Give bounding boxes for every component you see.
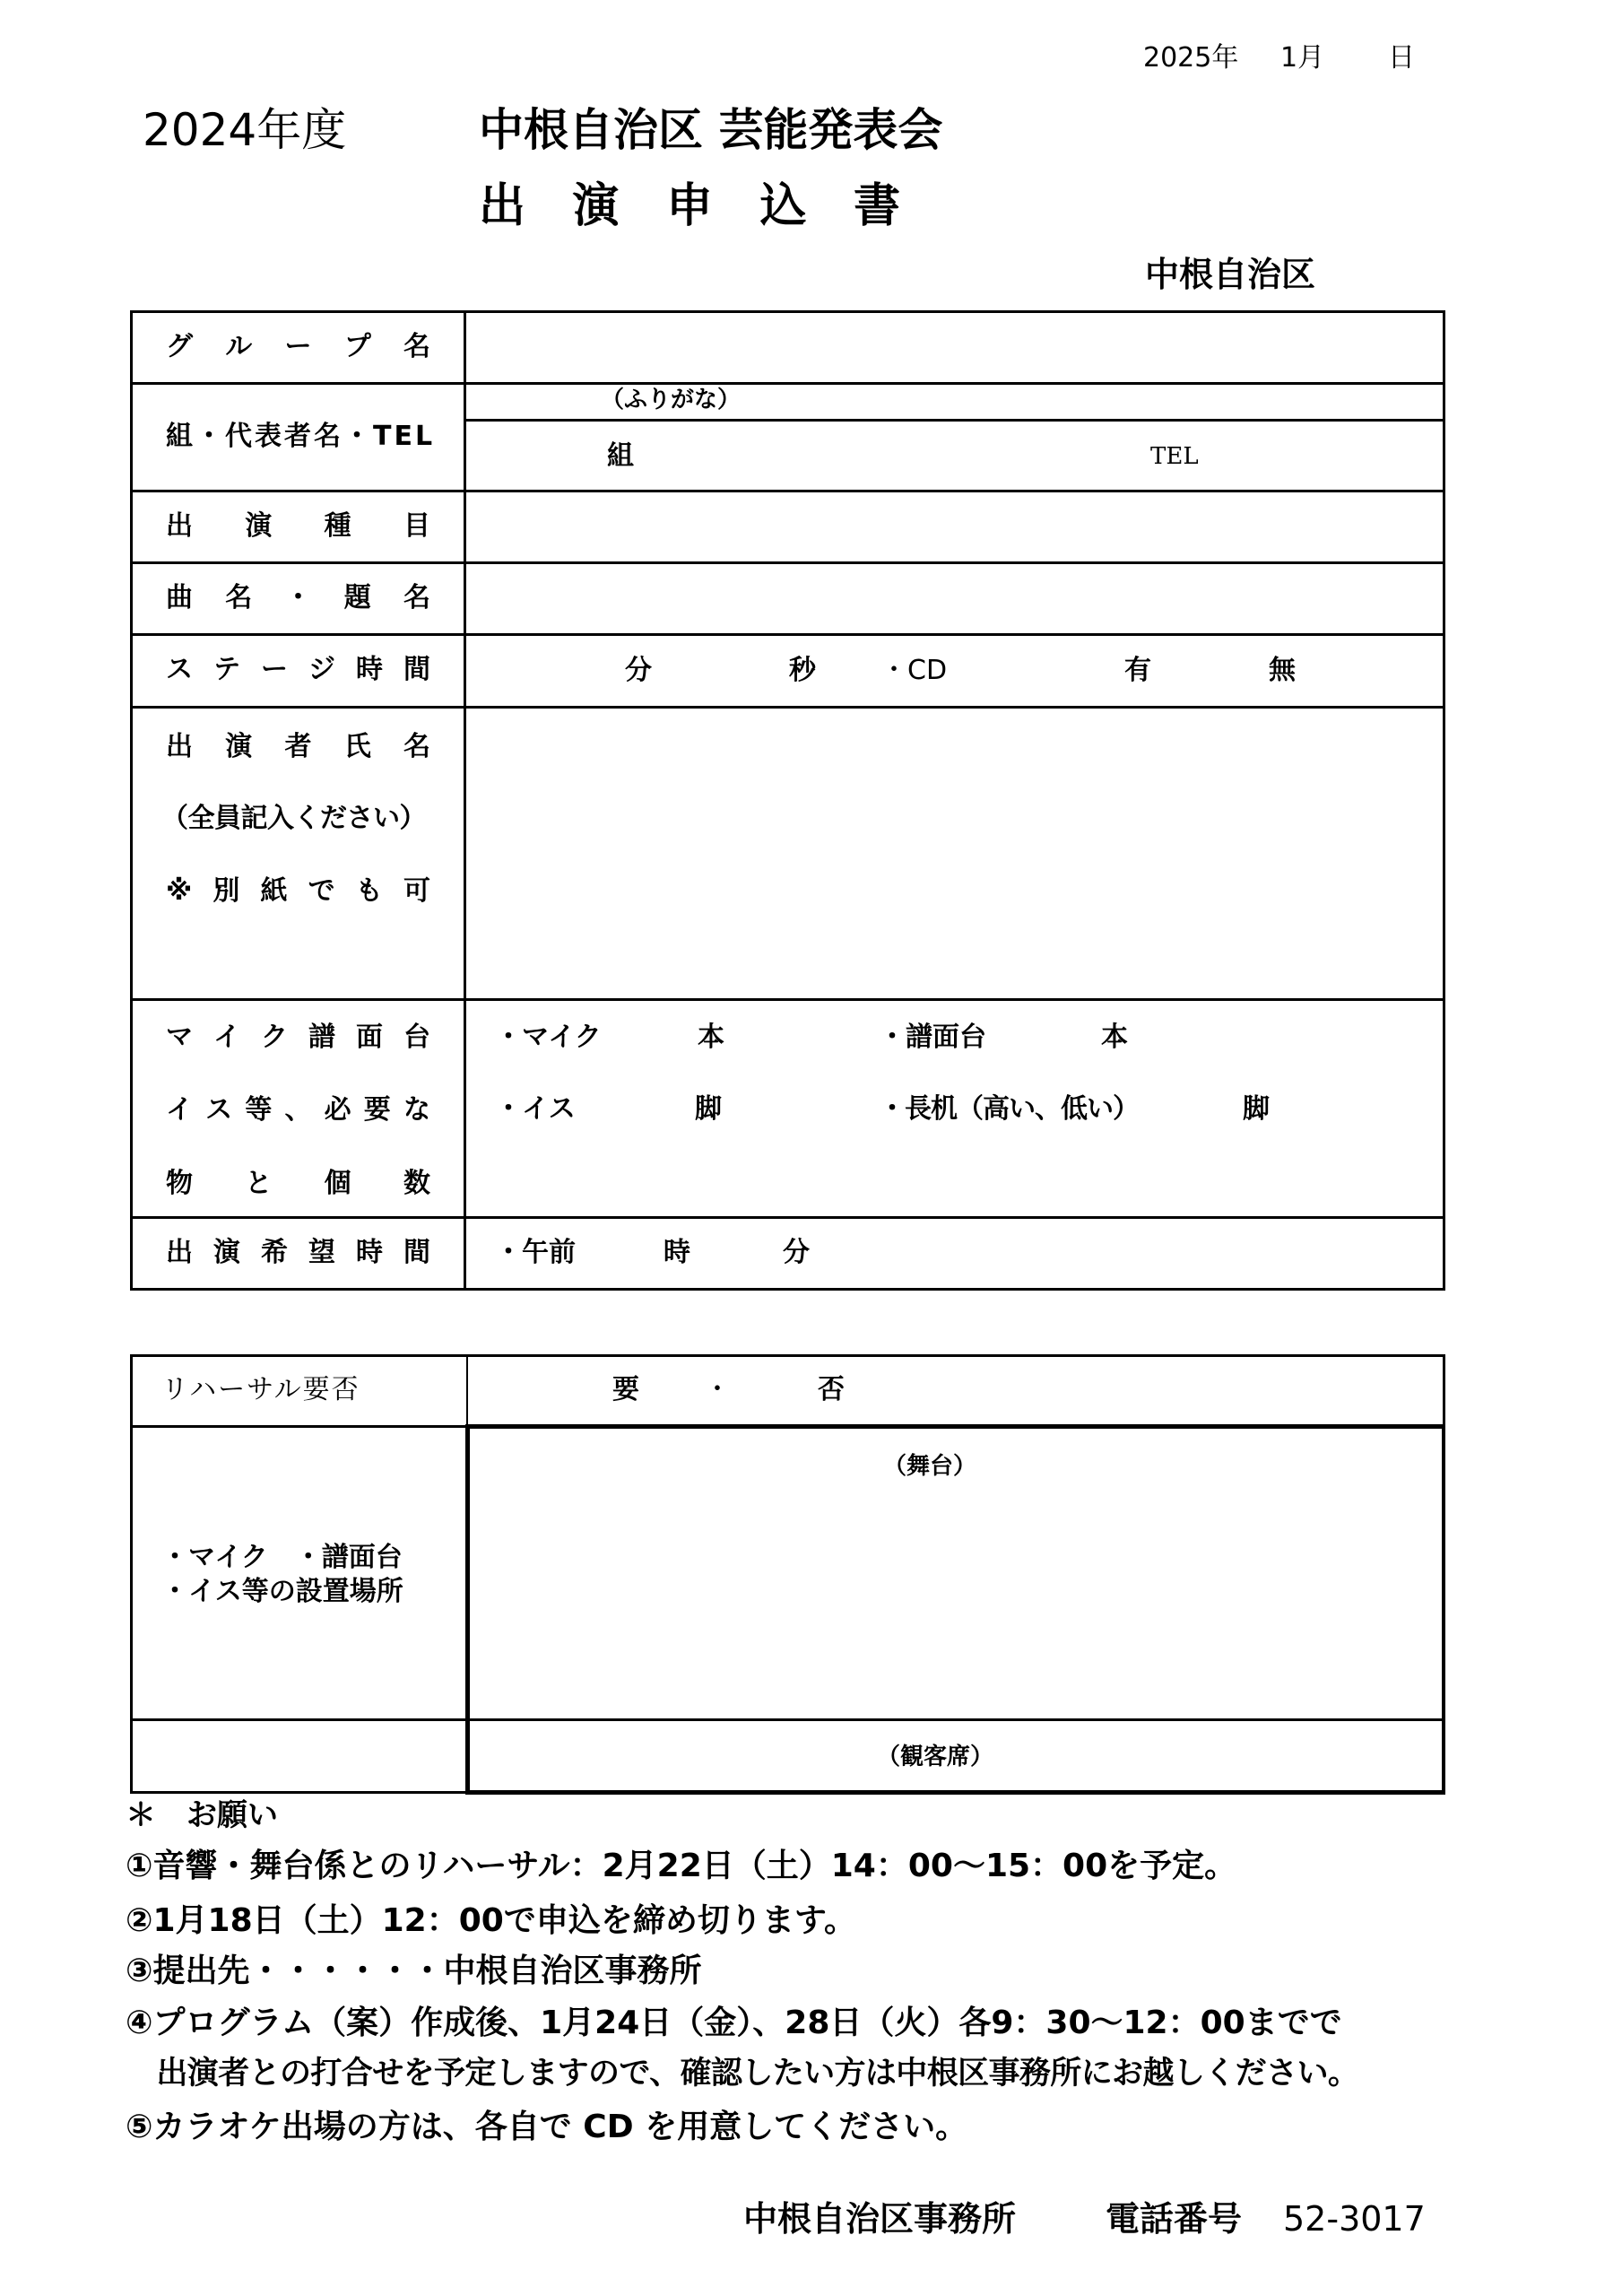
cd-no-option[interactable]: 無: [1269, 655, 1296, 686]
label-char: 名: [403, 731, 430, 762]
note-item-5: ⑤カラオケ出場の方は、各自で CD を用意してください。: [126, 2109, 968, 2145]
fiscal-year: 2024年度: [143, 104, 347, 156]
stand-label: ・譜面台: [879, 1022, 986, 1053]
date-day: 日: [1388, 42, 1415, 74]
label-char: 名: [225, 582, 253, 613]
label-char: ー: [284, 331, 312, 362]
label-char: 題: [343, 582, 371, 613]
label-char: ※: [166, 875, 193, 907]
minutes-label: 分: [625, 655, 652, 686]
mic-label: ・マイク: [495, 1022, 602, 1053]
label-char: 別: [213, 875, 240, 907]
label-char: 紙: [260, 875, 288, 907]
label-placement-1: ・マイク ・譜面台: [161, 1542, 403, 1573]
note-item-3: ③提出先・・・・・・中根自治区事務所: [126, 1952, 702, 1989]
label-char: グ: [166, 331, 193, 362]
label-equipment-3: [166, 1170, 430, 1197]
label-char: 名: [403, 331, 430, 362]
form-title-char: 演: [572, 179, 620, 233]
label-char: ー: [261, 654, 288, 685]
hour-label: 時: [664, 1237, 690, 1268]
label-char: 間: [403, 1237, 430, 1268]
stand-unit: 本: [1101, 1022, 1128, 1053]
tel-label: TEL: [1150, 443, 1199, 470]
footer-phone-label: 電話番号: [1106, 2199, 1243, 2239]
label-char: 、: [284, 1094, 312, 1126]
label-char: 者: [284, 731, 312, 762]
label-char: マ: [166, 1022, 193, 1053]
label-char: 出: [166, 510, 193, 542]
label-char: 数: [403, 1168, 430, 1199]
rehearsal-yes-option[interactable]: 要: [612, 1374, 639, 1405]
label-char: な: [403, 1094, 430, 1126]
label-char: ・: [284, 582, 312, 613]
label-preferred-time: [166, 1239, 430, 1266]
label-char: 可: [403, 875, 430, 907]
minute-label: 分: [783, 1237, 810, 1268]
notes-heading: ＊ お願い: [126, 1797, 278, 1833]
cd-label: ・CD: [880, 655, 948, 686]
chair-unit: 脚: [695, 1093, 722, 1125]
label-char: 時: [356, 654, 383, 685]
note-item-2: ②1月18日（土）12：00で申込を締め切ります。: [126, 1902, 856, 1939]
label-performers: [166, 731, 430, 762]
group-name-field[interactable]: [467, 313, 1443, 382]
label-char: ジ: [308, 654, 335, 685]
label-char: 名: [403, 582, 430, 613]
label-char: 氏: [343, 731, 371, 762]
label-char: 物: [166, 1168, 193, 1199]
placement-drawing-area[interactable]: [470, 1429, 1442, 1718]
label-char: テ: [213, 654, 240, 685]
note-item-4-cont: 出演者との打合せを予定しますので、確認したい方は中根区事務所にお越しください。: [126, 2056, 1359, 2092]
organizer: 中根自治区: [1145, 255, 1316, 294]
label-char: イ: [166, 1094, 193, 1126]
note-item-1: ①音響・舞台係とのリハーサル：2月22日（土）14：00～15：00を予定。: [126, 1848, 1237, 1884]
form-title-char: 込: [759, 179, 807, 233]
label-char: 個: [324, 1168, 351, 1199]
label-group-name: [166, 331, 430, 362]
desk-unit: 脚: [1243, 1093, 1270, 1125]
cd-yes-option[interactable]: 有: [1124, 655, 1151, 686]
label-char: で: [308, 875, 335, 907]
label-rehearsal: リハーサル要否: [161, 1374, 360, 1405]
chair-label: ・イス: [495, 1093, 576, 1125]
label-performance-type: [166, 510, 430, 542]
furigana-label: （ふりがな）: [601, 387, 742, 413]
label-char: 等: [245, 1094, 273, 1126]
label-char: 希: [261, 1237, 288, 1268]
desk-label: ・長机（高い、低い）: [879, 1093, 1139, 1125]
label-char: 目: [403, 510, 430, 542]
label-char: イ: [213, 1022, 240, 1053]
label-char: 譜: [308, 1022, 335, 1053]
performance-type-field[interactable]: [467, 492, 1443, 561]
label-char: 出: [166, 731, 193, 762]
label-char: プ: [343, 331, 371, 362]
kumi-label: 組: [607, 440, 634, 472]
label-char: 面: [356, 1022, 383, 1053]
label-char: も: [355, 875, 383, 907]
label-performers-note: （全員記入ください）: [161, 803, 426, 834]
footer-office: 中根自治区事務所: [743, 2199, 1017, 2239]
representative-field[interactable]: [467, 422, 1443, 490]
label-char: ス: [205, 1094, 233, 1126]
label-char: ク: [261, 1022, 288, 1053]
label-char: ル: [225, 331, 253, 362]
note-item-4: ④プログラム（案）作成後、1月24日（金）、28日（火）各9：30～12：00までで: [126, 2005, 1342, 2041]
date-month: 1月: [1280, 42, 1325, 74]
seconds-label: 秒: [789, 655, 816, 686]
rehearsal-no-option[interactable]: 否: [818, 1374, 845, 1405]
label-char: 間: [403, 654, 430, 685]
form-title-char: 出: [479, 179, 526, 233]
label-char: 必: [324, 1094, 351, 1126]
label-char: 種: [324, 510, 351, 542]
label-song-title: [166, 582, 430, 613]
label-char: 曲: [166, 582, 193, 613]
label-representative: 組・代表者名・TEL: [166, 421, 436, 452]
label-char: 出: [166, 1237, 193, 1268]
label-char: ス: [166, 654, 193, 685]
form-title-char: 書: [853, 179, 900, 233]
event-title: 中根自治区 芸能発表会: [479, 104, 943, 156]
label-separate-sheet-ok: [166, 875, 430, 907]
mic-unit: 本: [698, 1022, 724, 1053]
label-equipment-2: [166, 1094, 430, 1126]
label-placement-2: ・イス等の設置場所: [161, 1576, 403, 1607]
form-title: [479, 179, 900, 233]
date-year: 2025年: [1143, 42, 1239, 74]
furigana-field[interactable]: [467, 385, 1443, 419]
am-label: ・午前: [495, 1237, 576, 1268]
performers-field[interactable]: [467, 709, 1443, 998]
footer-phone-number: 52-3017: [1283, 2199, 1426, 2239]
label-char: 要: [363, 1094, 391, 1126]
audience-label: （観客席）: [877, 1744, 994, 1770]
stage-label: （舞台）: [883, 1453, 977, 1480]
form-title-char: 申: [665, 179, 713, 233]
label-stage-time: [166, 654, 430, 685]
label-char: と: [245, 1168, 273, 1199]
label-char: 演: [225, 731, 253, 762]
label-char: 演: [245, 510, 273, 542]
label-char: 望: [308, 1237, 335, 1268]
rehearsal-separator: ・: [704, 1374, 731, 1405]
song-title-field[interactable]: [467, 564, 1443, 633]
label-char: 演: [213, 1237, 240, 1268]
label-char: 時: [356, 1237, 383, 1268]
label-char: 台: [403, 1022, 430, 1053]
label-equipment-1: [166, 1024, 430, 1051]
